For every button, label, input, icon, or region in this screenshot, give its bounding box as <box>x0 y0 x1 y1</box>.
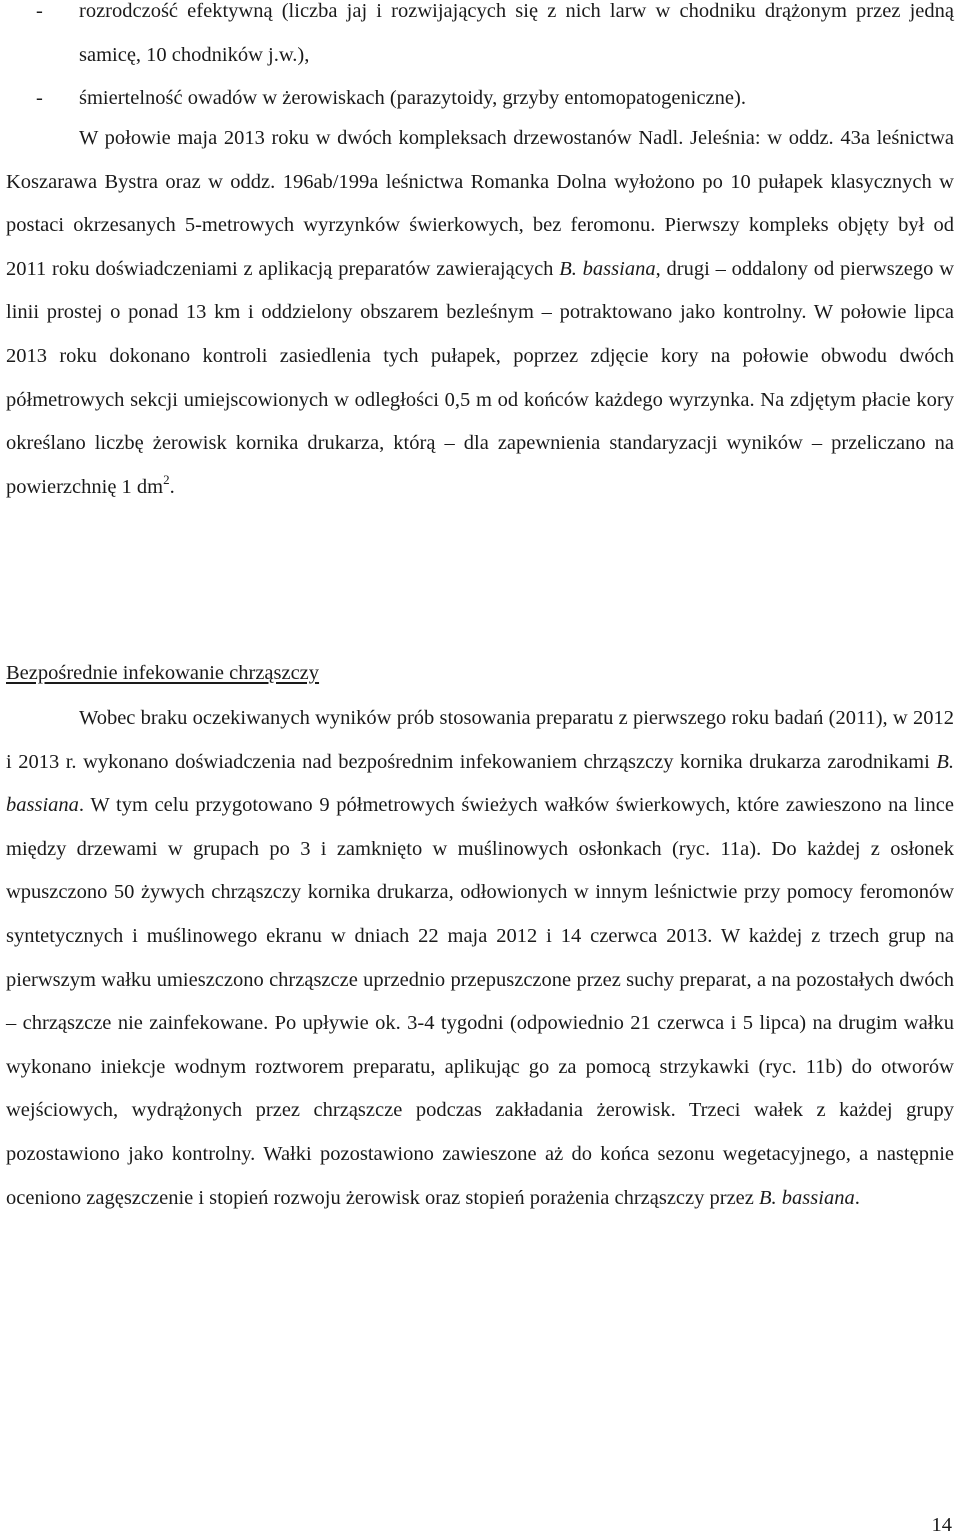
section-heading: Bezpośrednie infekowanie chrząszczy <box>6 662 320 684</box>
paragraph-text: . <box>169 475 175 498</box>
paragraph-text: Wobec braku oczekiwanych wyników prób stosowania preparatu z pierwszego roku badań (2011), w 2012 i 2013 r. wykonano doświadczenia nad bezpośrednim infekowaniem chrząszczy kornika drukarza zarodnikami <box>6 707 954 773</box>
paragraph-text: , drugi – oddalony od pierwszego w linii prostej o ponad 13 km i oddzielony obszarem bezleśnym – potraktowano jako kontrolny. W połowie lipca 2013 roku dokonano kontroli zasiedlenia tych pułapek, poprzez zdjęcie kory na połowie obwodu dwóch półmetrowych sekcji umiejscowionych w odległości 0,5 m od końców każdego wyrzynka. Na zdjętym płacie kory określano liczbę żerowisk kornika drukarza, którą – dla zapewnienia standaryzacji wyników – przeliczano na powierzchnię 1 dm <box>6 257 954 498</box>
bullet-dash: - <box>36 87 43 110</box>
paragraph-trap-trees <box>6 117 954 509</box>
bullet-dash: - <box>36 0 43 22</box>
list-item <box>6 0 954 77</box>
species-name: B. bassiana <box>6 750 954 817</box>
list-item-text: rozrodczość efektywną (liczba jaj i rozwijających się z nich larw w chodniku drążonym przez jedną samicę, 10 chodników j.w.), <box>79 0 954 66</box>
paragraph-text: W połowie maja 2013 roku w dwóch kompleksach drzewostanów Nadl. Jeleśnia: w oddz. 43a leśnictwa Koszarawa Bystra oraz w oddz. 196ab/199a leśnictwa Romanka Dolna wyłożono po 10 pułapek klasycznych w postaci okrzesanych 5-metrowych wyrzynków świerkowych, bez feromonu. Pierwszy kompleks objęty był od 2011 roku doświadczeniami z aplikacją preparatów zawierających <box>6 127 954 280</box>
species-name: B. bassiana <box>559 257 656 280</box>
superscript: 2 <box>163 471 170 487</box>
list-item <box>6 77 954 121</box>
paragraph-direct-infection <box>6 697 954 1220</box>
paragraph-text: . W tym celu przygotowano 9 półmetrowych świeżych wałków świerkowych, które zawieszono na lince między drzewami w grupach po 3 i zamknięto w muślinowych osłonkach (ryc. 11a). Do każdej z osłonek wpuszczono 50 żywych chrząszczy kornika drukarza, odłowionych w innym leśnictwie przy pomocy feromonów syntetycznych i muślinowego ekranu w dniach 22 maja 2012 i 14 czerwca 2013. W każdej z trzech grup na pierwszym wałku umieszczono chrząszcze uprzednio przepuszczone przez suchy preparat, a na pozostałych dwóch – chrząszcze nie zainfekowane. Po upływie ok. 3-4 tygodni (odpowiednio 21 czerwca i 5 lipca) na drugim wałku wykonano iniekcje wodnym roztworem preparatu, aplikując go za pomocą strzykawki (ryc. 11b) do otworów wejściowych, wydrążonych przez chrząszcze podczas zakładania żerowisk. Trzeci wałek z każdej grupy pozostawiono jako kontrolny. Wałki pozostawiono zawieszone aż do końca sezonu wegetacyjnego, a następnie oceniono zagęszczenie i stopień rozwoju żerowisk oraz stopień porażenia chrząszczy przez <box>6 794 954 1209</box>
paragraph-text: . <box>854 1186 860 1209</box>
page-number: 14 <box>931 1514 952 1536</box>
species-name: B. bassiana <box>759 1186 855 1209</box>
list-item-text: śmiertelność owadów w żerowiskach (parazytoidy, grzyby entomopatogeniczne). <box>79 87 746 110</box>
bullet-list <box>6 0 954 121</box>
